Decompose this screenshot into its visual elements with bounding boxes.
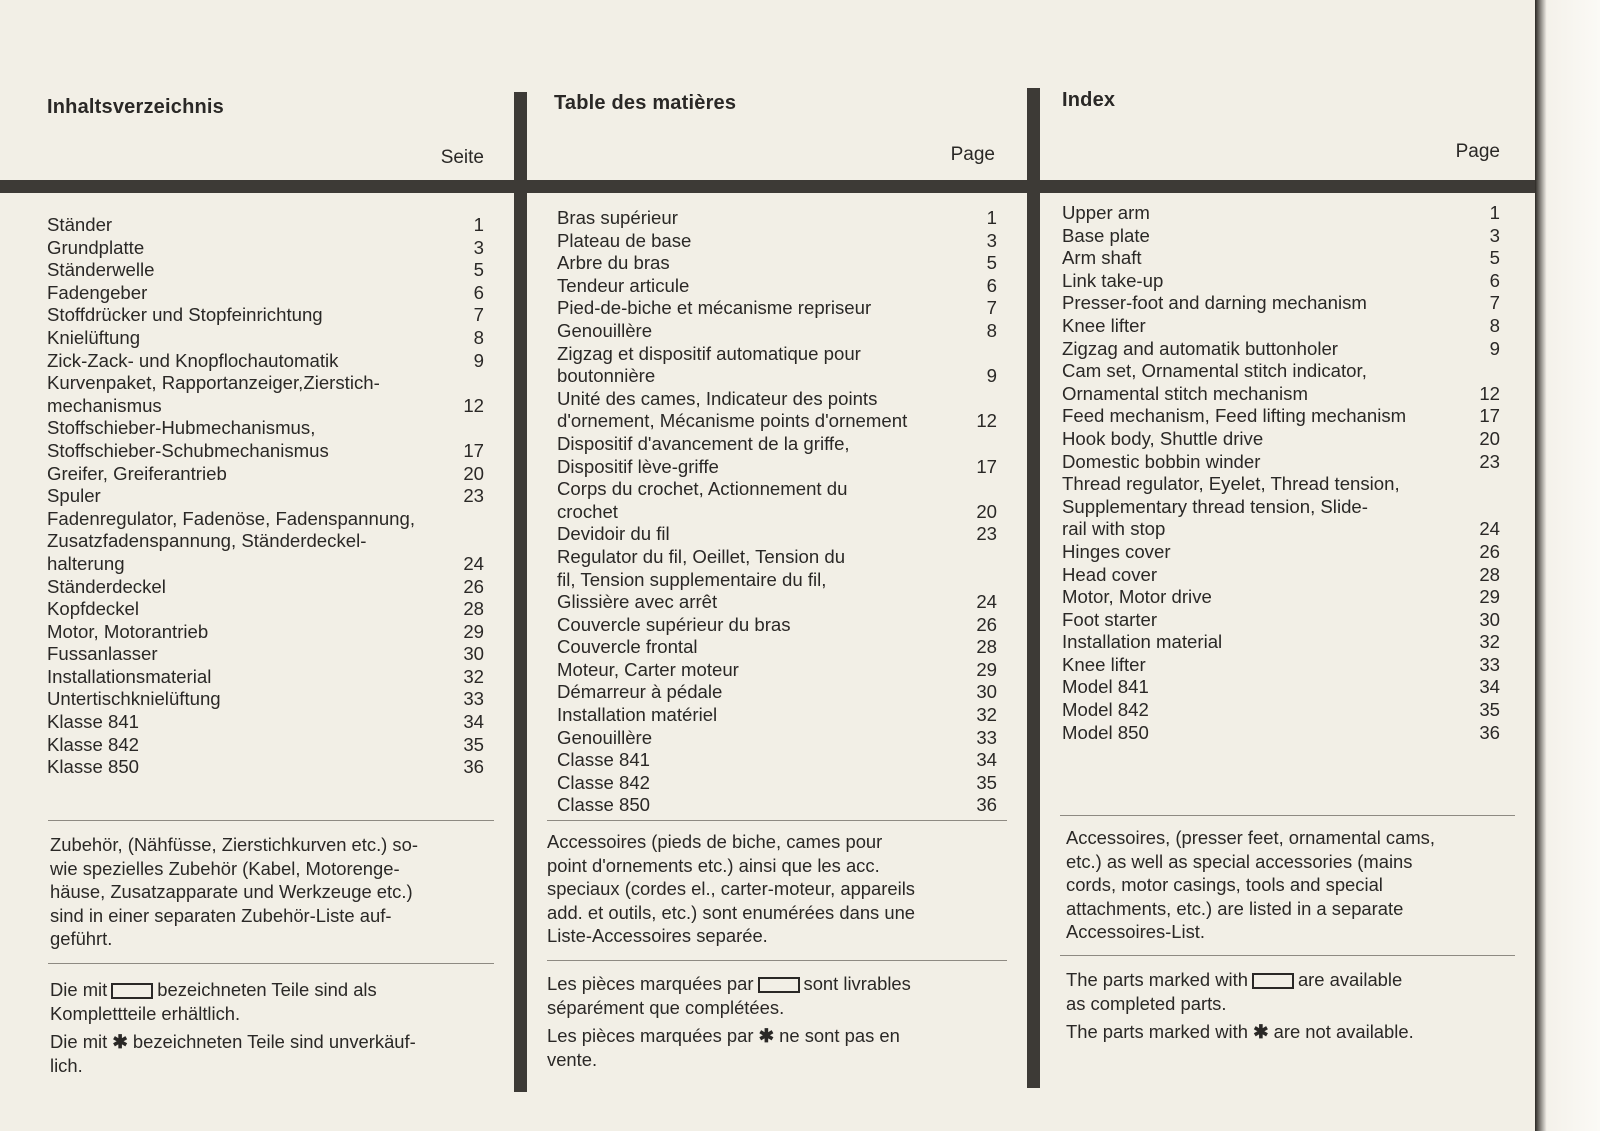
toc-entry-page: 17 bbox=[463, 439, 484, 461]
toc-entry bbox=[1062, 564, 1500, 587]
page-column-label: Page bbox=[1455, 141, 1500, 162]
toc-entry-title: Grundplatte bbox=[47, 236, 145, 258]
parts-marked-text: are available as completed parts. bbox=[1066, 969, 1403, 1014]
toc-list bbox=[47, 214, 484, 779]
toc-entry-page: 1 bbox=[473, 214, 484, 235]
toc-list bbox=[557, 207, 997, 817]
toc-entry bbox=[47, 756, 484, 779]
toc-entry-page: 23 bbox=[463, 485, 484, 507]
toc-entry bbox=[557, 614, 997, 637]
toc-entry-title: Hinges cover bbox=[1062, 540, 1171, 562]
toc-entry-title: Installation matériel bbox=[557, 704, 718, 726]
toc-entry bbox=[47, 711, 484, 734]
toc-entry-page: 12 bbox=[976, 410, 997, 432]
parts-star-text: Die mit bbox=[50, 1031, 108, 1052]
toc-entry-title: Knee lifter bbox=[1062, 314, 1146, 336]
accessory-note: Accessoires (pieds de biche, cames pour point d'ornements etc.) ainsi que les acc. speciaux (cordes el., carter-moteur, appareils add. et outils, etc.) sont enumérées dans une Liste-Accessoires separée. bbox=[547, 831, 916, 946]
toc-entry-title: Arbre du bras bbox=[557, 252, 670, 274]
section-rule bbox=[547, 820, 1007, 821]
toc-entry-title: Ständerwelle bbox=[47, 259, 155, 281]
toc-entry-title: Fadenregulator, Fadenöse, Fadenspannung, Zusatzfadenspannung, Ständerdeckel- halterung bbox=[47, 507, 416, 574]
toc-entry-title: Knee lifter bbox=[1062, 653, 1146, 675]
toc-entry-title: Zigzag et dispositif automatique pour boutonnière bbox=[557, 342, 861, 387]
toc-entry-page: 35 bbox=[976, 771, 997, 793]
complete-part-box-symbol bbox=[111, 983, 153, 999]
toc-entry-title: Motor, Motor drive bbox=[1062, 586, 1212, 608]
parts-marked-text: Die mit bbox=[50, 979, 108, 1000]
toc-entry bbox=[47, 282, 484, 305]
accessory-note: Accessoires, (presser feet, ornamental cams, etc.) as well as special accessories (mains cords, motor casings, tools and special attachments, etc.) are listed in a separate Accessoires-List. bbox=[1066, 827, 1435, 942]
toc-entry-title: Stoffschieber-Hubmechanismus, Stoffschieber-Schubmechanismus bbox=[47, 417, 329, 461]
toc-entry-title: Klasse 842 bbox=[47, 733, 139, 755]
toc-entry-title: Classe 841 bbox=[557, 749, 651, 771]
toc-entry-page: 34 bbox=[463, 711, 484, 733]
toc-entry-page: 32 bbox=[463, 665, 484, 687]
toc-entry bbox=[557, 727, 997, 750]
toc-entry bbox=[1062, 631, 1500, 654]
toc-entry-title: Dispositif d'avancement de la griffe, Dispositif lève-griffe bbox=[557, 432, 850, 477]
toc-entry bbox=[47, 463, 484, 486]
toc-entry-page: 20 bbox=[1479, 427, 1500, 449]
parts-star-text: are not available. bbox=[1273, 1021, 1414, 1042]
toc-entry-title: Untertischknielüftung bbox=[47, 688, 221, 710]
toc-entry-page: 34 bbox=[1479, 676, 1500, 698]
toc-entry-page: 7 bbox=[1489, 292, 1500, 314]
toc-entry-title: Fussanlasser bbox=[47, 643, 158, 665]
toc-entry-title: Ständerdeckel bbox=[47, 575, 166, 597]
toc-entry bbox=[1062, 202, 1500, 225]
toc-entry-title: Classe 850 bbox=[557, 794, 651, 816]
toc-entry bbox=[557, 207, 997, 230]
toc-entry-page: 34 bbox=[976, 749, 997, 771]
toc-entry-page: 33 bbox=[463, 688, 484, 710]
toc-entry bbox=[557, 794, 997, 817]
toc-entry bbox=[557, 343, 997, 388]
parts-marked-text: bezeichneten Teile sind als Komplettteile erhältlich. bbox=[50, 979, 377, 1024]
column-divider-1 bbox=[514, 92, 527, 1092]
toc-entry-title: Genouillère bbox=[557, 319, 653, 341]
column-english bbox=[1040, 0, 1535, 1131]
complete-part-box-symbol bbox=[1252, 973, 1294, 989]
section-rule bbox=[48, 963, 494, 964]
toc-entry-page: 29 bbox=[1479, 586, 1500, 608]
toc-entry-page: 5 bbox=[1489, 247, 1500, 269]
toc-entry bbox=[557, 681, 997, 704]
column-heading: Inhaltsverzeichnis bbox=[47, 96, 224, 118]
toc-entry bbox=[1062, 722, 1500, 745]
toc-entry-page: 8 bbox=[1489, 314, 1500, 336]
toc-entry-page: 36 bbox=[463, 756, 484, 778]
toc-entry bbox=[1062, 676, 1500, 699]
toc-entry bbox=[1062, 654, 1500, 677]
toc-entry-title: Regulator du fil, Oeillet, Tension du fil, Tension supplementaire du fil, Glissière avec arrêt bbox=[557, 545, 846, 613]
toc-entry-title: Classe 842 bbox=[557, 771, 651, 793]
toc-entry-title: Knielüftung bbox=[47, 326, 141, 348]
parts-legend bbox=[1066, 968, 1505, 1049]
toc-entry bbox=[47, 576, 484, 599]
column-heading: Index bbox=[1062, 89, 1116, 111]
toc-entry bbox=[557, 230, 997, 253]
toc-entry bbox=[557, 388, 997, 433]
toc-entry-title: Model 850 bbox=[1062, 721, 1149, 743]
toc-entry bbox=[1062, 473, 1500, 541]
toc-entry bbox=[557, 749, 997, 772]
toc-entry-title: Couvercle frontal bbox=[557, 636, 698, 658]
section-rule bbox=[48, 820, 494, 821]
toc-entry-page: 26 bbox=[1479, 540, 1500, 562]
toc-entry bbox=[1062, 270, 1500, 293]
toc-entry bbox=[47, 643, 484, 666]
toc-entry-page: 7 bbox=[473, 304, 484, 326]
toc-entry-title: Model 841 bbox=[1062, 676, 1149, 698]
toc-entry-page: 6 bbox=[473, 281, 484, 303]
toc-entry bbox=[47, 508, 484, 576]
toc-entry-title: Bras supérieur bbox=[557, 207, 678, 228]
toc-entry-title: Hook body, Shuttle drive bbox=[1062, 427, 1264, 449]
toc-entry-page: 5 bbox=[473, 259, 484, 281]
toc-entry-title: Link take-up bbox=[1062, 269, 1164, 291]
toc-entry bbox=[1062, 609, 1500, 632]
toc-entry bbox=[47, 214, 484, 237]
toc-entry-page: 32 bbox=[976, 704, 997, 726]
toc-entry-page: 7 bbox=[986, 297, 997, 319]
toc-entry-page: 3 bbox=[986, 229, 997, 251]
toc-entry bbox=[1062, 315, 1500, 338]
toc-entry-title: Greifer, Greiferantrieb bbox=[47, 462, 227, 484]
toc-entry-page: 26 bbox=[976, 613, 997, 635]
toc-entry-page: 23 bbox=[976, 523, 997, 545]
toc-entry bbox=[47, 350, 484, 373]
toc-entry-page: 28 bbox=[463, 598, 484, 620]
toc-entry-title: Base plate bbox=[1062, 224, 1150, 246]
toc-entry-page: 8 bbox=[473, 326, 484, 348]
toc-entry-title: Thread regulator, Eyelet, Thread tension, Supplementary thread tension, Slide- rail with stop bbox=[1062, 473, 1400, 540]
toc-entry-title: Presser-foot and darning mechanism bbox=[1062, 292, 1367, 314]
toc-entry-page: 24 bbox=[1479, 518, 1500, 540]
toc-entry-title: Zick-Zack- und Knopflochautomatik bbox=[47, 349, 339, 371]
toc-entry-title: Unité des cames, Indicateur des points d'ornement, Mécanisme points d'ornement bbox=[557, 387, 908, 432]
toc-entry bbox=[557, 636, 997, 659]
toc-entry-title: Zigzag and automatik buttonholer bbox=[1062, 337, 1338, 359]
toc-entry bbox=[1062, 292, 1500, 315]
toc-entry bbox=[557, 478, 997, 523]
toc-entry-page: 9 bbox=[986, 365, 997, 387]
toc-entry-title: Head cover bbox=[1062, 563, 1158, 585]
toc-entry-page: 35 bbox=[1479, 699, 1500, 721]
toc-entry-page: 36 bbox=[976, 794, 997, 816]
toc-entry-page: 24 bbox=[976, 591, 997, 613]
column-heading: Table des matières bbox=[554, 92, 737, 114]
toc-entry bbox=[47, 666, 484, 689]
toc-entry-title: Couvercle supérieur du bras bbox=[557, 613, 791, 635]
toc-entry-title: Domestic bobbin winder bbox=[1062, 450, 1261, 472]
toc-entry-page: 20 bbox=[976, 500, 997, 522]
toc-entry bbox=[1062, 428, 1500, 451]
toc-entry-page: 9 bbox=[1489, 337, 1500, 359]
toc-entry bbox=[557, 523, 997, 546]
toc-entry-page: 9 bbox=[473, 349, 484, 371]
toc-entry-page: 29 bbox=[976, 658, 997, 680]
toc-entry-page: 3 bbox=[1489, 224, 1500, 246]
toc-entry-title: Devidoir du fil bbox=[557, 523, 670, 545]
toc-entry-title: Fadengeber bbox=[47, 281, 148, 303]
toc-entry bbox=[1062, 699, 1500, 722]
column-divider-2 bbox=[1027, 88, 1040, 1088]
toc-entry bbox=[1062, 405, 1500, 428]
toc-entry bbox=[557, 320, 997, 343]
parts-marked-text: sont livrables séparément que complétées. bbox=[547, 973, 911, 1018]
parts-marked-text: The parts marked with bbox=[1066, 969, 1248, 990]
asterisk-icon: ✱ bbox=[758, 1025, 775, 1046]
toc-entry-page: 1 bbox=[986, 207, 997, 228]
toc-entry-title: Klasse 841 bbox=[47, 711, 139, 733]
toc-entry-title: Moteur, Carter moteur bbox=[557, 658, 739, 680]
toc-entry-page: 24 bbox=[463, 552, 484, 574]
toc-entry-page: 12 bbox=[1479, 382, 1500, 404]
toc-entry bbox=[47, 259, 484, 282]
toc-entry-title: Kopfdeckel bbox=[47, 598, 139, 620]
toc-entry-page: 23 bbox=[1479, 450, 1500, 472]
toc-entry-page: 26 bbox=[463, 575, 484, 597]
toc-entry bbox=[1062, 225, 1500, 248]
page-column-label: Seite bbox=[440, 147, 484, 168]
toc-entry-title: Motor, Motorantrieb bbox=[47, 620, 209, 642]
toc-entry-title: Ständer bbox=[47, 214, 113, 235]
toc-entry bbox=[47, 621, 484, 644]
toc-entry-title: Cam set, Ornamental stitch indicator, Ornamental stitch mechanism bbox=[1062, 360, 1367, 404]
toc-entry bbox=[1062, 338, 1500, 361]
toc-entry-page: 30 bbox=[976, 681, 997, 703]
toc-entry-title: Spuler bbox=[47, 485, 101, 507]
toc-entry bbox=[557, 433, 997, 478]
toc-entry-title: Feed mechanism, Feed lifting mechanism bbox=[1062, 405, 1407, 427]
toc-entry-page: 1 bbox=[1489, 202, 1500, 223]
toc-entry bbox=[47, 598, 484, 621]
toc-entry-page: 32 bbox=[1479, 631, 1500, 653]
toc-entry bbox=[47, 372, 484, 417]
toc-entry bbox=[47, 688, 484, 711]
toc-entry-title: Stoffdrücker und Stopfeinrichtung bbox=[47, 304, 323, 326]
toc-entry-title: Upper arm bbox=[1062, 202, 1150, 223]
toc-entry-page: 17 bbox=[1479, 405, 1500, 427]
toc-entry bbox=[1062, 360, 1500, 405]
toc-entry-page: 6 bbox=[1489, 269, 1500, 291]
toc-entry bbox=[557, 772, 997, 795]
toc-entry-page: 33 bbox=[976, 726, 997, 748]
toc-entry-page: 30 bbox=[463, 643, 484, 665]
toc-entry-page: 35 bbox=[463, 733, 484, 755]
page-column-label: Page bbox=[950, 144, 995, 165]
toc-entry bbox=[47, 417, 484, 462]
toc-entry bbox=[1062, 247, 1500, 270]
toc-entry-title: Arm shaft bbox=[1062, 247, 1142, 269]
toc-entry bbox=[47, 734, 484, 757]
parts-marked-text: Les pièces marquées par bbox=[547, 973, 754, 994]
accessory-note: Zubehör, (Nähfüsse, Zierstichkurven etc.) so- wie spezielles Zubehör (Kabel, Motorenge- häuse, Zusatzapparate und Werkzeuge etc.) sind in einer separaten Zubehör-Liste auf- geführt. bbox=[50, 834, 418, 949]
toc-entry-page: 29 bbox=[463, 620, 484, 642]
parts-legend bbox=[547, 972, 997, 1076]
toc-list bbox=[1062, 202, 1500, 744]
toc-entry-title: Corps du crochet, Actionnement du crochet bbox=[557, 478, 848, 522]
toc-entry bbox=[1062, 451, 1500, 474]
page-edge-shadow bbox=[1535, 0, 1600, 1131]
toc-entry-title: Tendeur articule bbox=[557, 274, 690, 296]
parts-legend bbox=[50, 978, 484, 1082]
toc-entry bbox=[47, 237, 484, 260]
toc-entry-page: 8 bbox=[986, 319, 997, 341]
toc-entry-title: Foot starter bbox=[1062, 608, 1158, 630]
toc-entry bbox=[557, 704, 997, 727]
toc-entry-title: Pied-de-biche et mécanisme repriseur bbox=[557, 297, 872, 319]
section-rule bbox=[1060, 955, 1515, 956]
toc-entry-page: 6 bbox=[986, 274, 997, 296]
toc-entry-page: 12 bbox=[463, 394, 484, 416]
toc-entry-page: 33 bbox=[1479, 653, 1500, 675]
toc-entry bbox=[47, 485, 484, 508]
toc-entry-page: 28 bbox=[976, 636, 997, 658]
toc-entry-page: 30 bbox=[1479, 608, 1500, 630]
toc-entry bbox=[557, 275, 997, 298]
parts-star-text: The parts marked with bbox=[1066, 1021, 1248, 1042]
toc-entry-page: 3 bbox=[473, 236, 484, 258]
toc-entry-page: 28 bbox=[1479, 563, 1500, 585]
toc-entry-title: Installationsmaterial bbox=[47, 665, 212, 687]
toc-entry bbox=[47, 327, 484, 350]
toc-entry-title: Démarreur à pédale bbox=[557, 681, 723, 703]
toc-entry bbox=[557, 546, 997, 614]
toc-entry-page: 20 bbox=[463, 462, 484, 484]
toc-entry-title: Klasse 850 bbox=[47, 756, 139, 778]
toc-entry bbox=[1062, 586, 1500, 609]
toc-entry-title: Installation material bbox=[1062, 631, 1223, 653]
toc-entry-title: Model 842 bbox=[1062, 699, 1149, 721]
complete-part-box-symbol bbox=[758, 977, 800, 993]
toc-entry-page: 36 bbox=[1479, 721, 1500, 743]
toc-entry bbox=[557, 659, 997, 682]
parts-star-text: Les pièces marquées par bbox=[547, 1025, 754, 1046]
asterisk-icon: ✱ bbox=[1253, 1021, 1269, 1042]
parts-star-text: bezeichneten Teile sind unverkäuf- lich. bbox=[50, 1031, 416, 1076]
toc-entry-page: 17 bbox=[976, 455, 997, 477]
parts-star-text: ne sont pas en vente. bbox=[547, 1025, 900, 1070]
toc-entry-title: Genouillère bbox=[557, 726, 653, 748]
toc-entry-title: Kurvenpaket, Rapportanzeiger,Zierstich- mechanismus bbox=[47, 372, 380, 416]
column-german bbox=[0, 0, 514, 1131]
section-rule bbox=[547, 960, 1007, 961]
asterisk-icon: ✱ bbox=[112, 1031, 128, 1052]
toc-entry bbox=[557, 252, 997, 275]
toc-entry bbox=[47, 304, 484, 327]
column-french bbox=[527, 0, 1027, 1131]
toc-entry-page: 5 bbox=[986, 252, 997, 274]
toc-entry bbox=[557, 297, 997, 320]
toc-entry-title: Plateau de base bbox=[557, 229, 692, 251]
section-rule bbox=[1060, 815, 1515, 816]
toc-entry bbox=[1062, 541, 1500, 564]
